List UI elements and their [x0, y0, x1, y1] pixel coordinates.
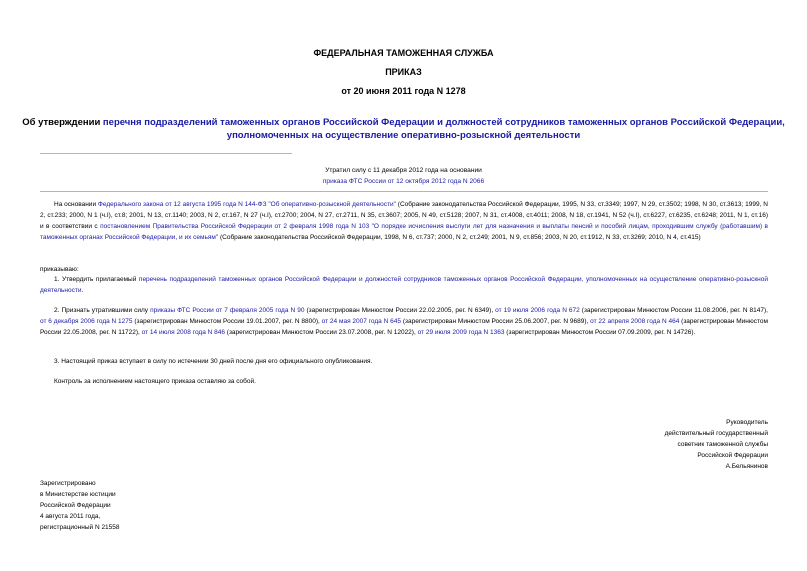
item-2-text-5: (зарегистрирован Минюстом России 25.06.2007, рег. N 9689),	[401, 318, 591, 325]
government-decree-link[interactable]: постановлением Правительства Российской Федерации от 2 февраля 1998 года N 103 "О порядке исчисления выслуги лет для назначения и выплаты пенсий и пособий лицам, проходившим службу (работавшим) в таможенных органах Российской Федерации, и их семьям"	[40, 223, 768, 241]
order-464-link[interactable]: от 22 апреля 2008 года N 464	[590, 318, 680, 325]
order-90-link[interactable]: приказы ФТС России от 7 февраля 2005 года N 90	[150, 307, 305, 314]
full-divider	[40, 191, 768, 192]
registration-line-2: в Министерстве юстиции	[40, 491, 116, 498]
lost-force-notice	[0, 165, 807, 187]
item-1-text: 1. Утвердить прилагаемый	[54, 276, 139, 283]
item-1-paragraph	[40, 274, 768, 296]
agency-heading: ФЕДЕРАЛЬНАЯ ТАМОЖЕННАЯ СЛУЖБА	[313, 48, 494, 58]
order-1275-link[interactable]: от 6 декабря 2006 года N 1275	[40, 318, 133, 325]
item-2-text-6: (зарегистрирован Минюстом России 22.05.2008, рег. N 11722),	[40, 318, 769, 336]
order-846-link[interactable]: от 14 июля 2008 года N 846	[141, 329, 225, 336]
federal-law-link[interactable]: Федерального закона от 12 августа 1995 года N 144-ФЗ "Об оперативно-розыскной деятельности"	[97, 201, 396, 208]
registration-line-1: Зарегистрировано	[40, 480, 96, 487]
order-645-link[interactable]: от 24 мая 2007 года N 645	[321, 318, 401, 325]
signature-line-1: Руководитель	[726, 419, 768, 426]
item-2-text-8: (зарегистрирован Минюстом России 07.09.2009, рег. N 14726).	[504, 329, 696, 336]
approved-list-link[interactable]: перечень подразделений таможенных органов Российской Федерации и должностей сотрудников таможенных органов Российской Федерации, уполномоченных на осуществление оперативно-розыскной деятельности	[40, 276, 768, 294]
item-2-text-3: (зарегистрирован Минюстом России 11.08.2006, рег. N 8147),	[579, 307, 768, 314]
title-prefix: Об утверждении	[22, 117, 103, 128]
registration-number: регистрационный N 21558	[40, 524, 120, 531]
lost-force-link[interactable]: приказа ФТС России от 12 октября 2012 года N 2066	[322, 178, 485, 185]
signature-line-4: Российской Федерации	[697, 452, 768, 459]
doc-type-heading: ПРИКАЗ	[385, 67, 422, 77]
item-1-end: .	[81, 287, 84, 294]
item-4-paragraph: Контроль за исполнением настоящего приказа оставляю за собой.	[54, 378, 256, 385]
item-2-text-7: (зарегистрирован Минюстом России 23.07.2008, рег. N 12022),	[224, 329, 418, 336]
order-word: приказываю:	[40, 266, 79, 273]
item-2-text-4: (зарегистрирован Минюстом России 19.01.2007, рег. N 8800),	[132, 318, 322, 325]
lost-force-text: Утратил силу с 11 декабря 2012 года на основании	[325, 167, 482, 174]
item-3-paragraph: 3. Настоящий приказ вступает в силу по истечении 30 дней после дня его официального опубликования.	[54, 358, 373, 365]
signature-name: А.Бельянинов	[725, 463, 768, 470]
registration-line-3: Российской Федерации	[40, 502, 111, 509]
document-title	[0, 116, 807, 142]
preamble-paragraph	[40, 199, 768, 243]
item-2-text-2: (зарегистрирован Минюстом России 22.02.2005, рег. N 6349),	[304, 307, 496, 314]
order-1363-link[interactable]: от 29 июля 2009 года N 1363	[417, 329, 505, 336]
doc-date-number: от 20 июня 2011 года N 1278	[341, 86, 466, 96]
short-divider	[40, 153, 292, 154]
preamble-text-1: На основании	[54, 201, 98, 208]
signature-line-3: советник таможенной службы	[677, 441, 768, 448]
title-link-list[interactable]: перечня подразделений таможенных органов Российской Федерации и должностей сотрудников таможенных органов Российской Федерации,	[102, 117, 785, 128]
registration-date: 4 августа 2011 года,	[40, 513, 101, 520]
item-2-text-1: 2. Признать утратившими силу	[54, 307, 151, 314]
item-2-paragraph	[40, 305, 768, 338]
title-link-list-cont[interactable]: уполномоченных на осуществление оперативно-розыскной деятельности	[226, 130, 581, 141]
signature-line-2: действительный государственный	[664, 430, 768, 437]
signature-block	[665, 417, 768, 472]
preamble-text-2: (Собрание законодательства Российской Федерации, 1995, N 33, ст.3349; 1997, N 29, ст.3502; 1998, N 30, ст.3613; 1999, N 2, ст.233; 2000, N 1 (ч.I), ст.8; 2001, N 13, ст.1140; 2003, N 2, ст.167, N 27 (ч.I), ст.2700; 2004, N 27, ст.2711, N 35, ст.3607; 2005, N 49, ст.5128; 2007, N 31, ст.4008, ст.4011; 2008, N 18, ст.1941, N 52 (ч.I), ст.6227, ст.6235, ст.6248; 2011, N 1, ст.16) и в соответствии с	[40, 201, 768, 230]
registration-block	[40, 478, 120, 533]
order-672-link[interactable]: от 19 июля 2006 года N 672	[495, 307, 580, 314]
preamble-text-3: (Собрание законодательства Российской Федерации, 1998, N 6, ст.737; 2000, N 2, ст.249; 2001, N 9, ст.856; 2003, N 20, ст.1912, N 33, ст.3269; 2010, N 4, ст.415)	[218, 234, 701, 241]
